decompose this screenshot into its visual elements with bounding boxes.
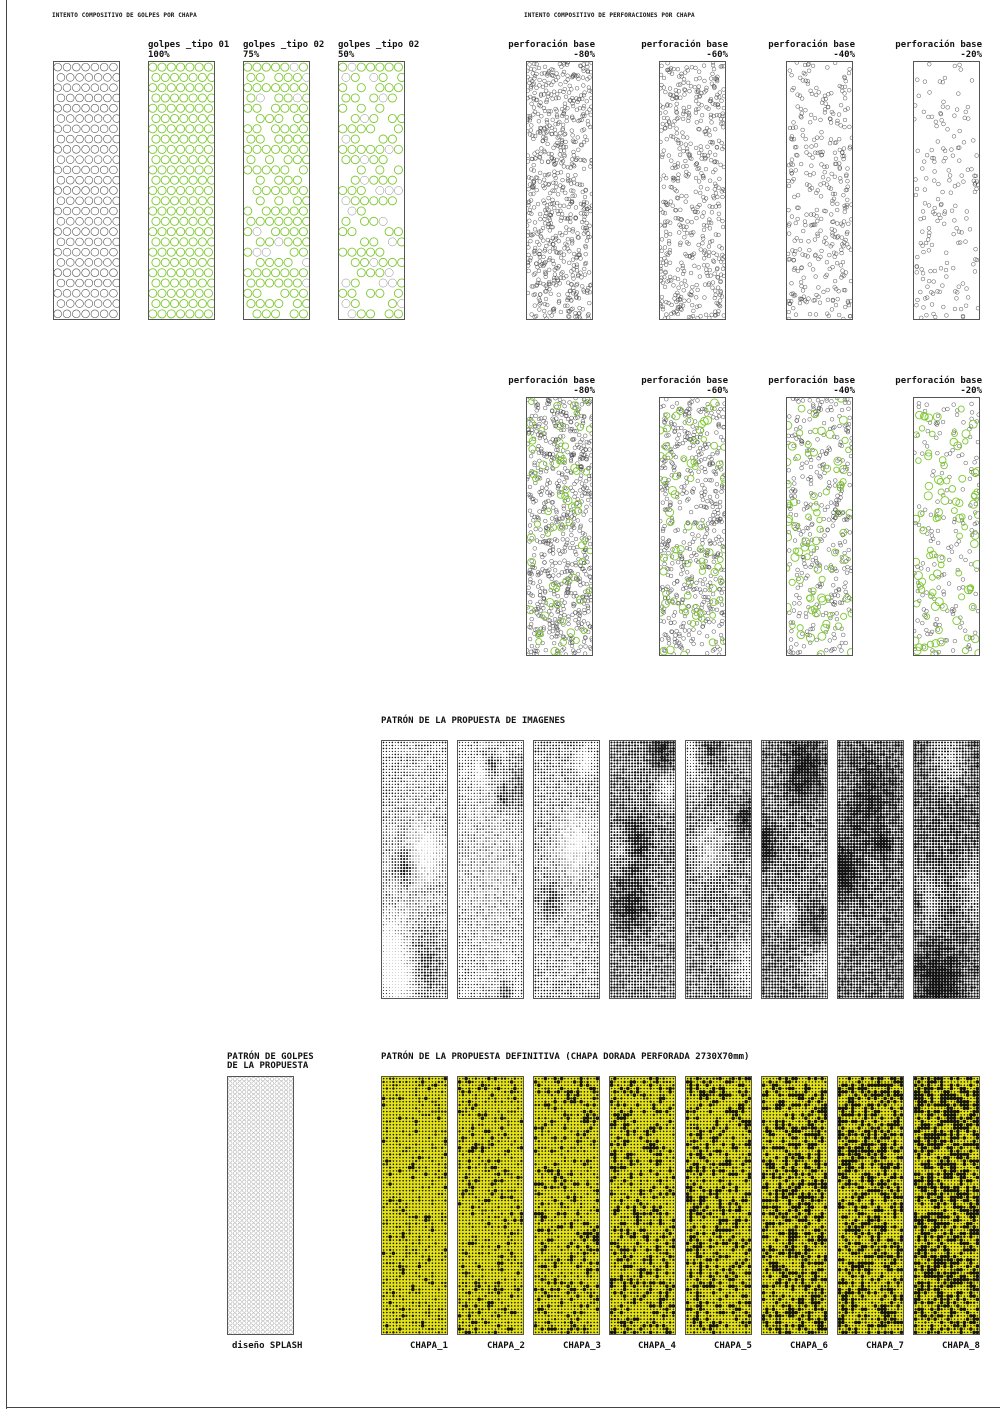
imagen-panel-6 bbox=[761, 740, 828, 999]
perf-panel-3 bbox=[786, 61, 853, 320]
perf-panel-4 bbox=[913, 61, 980, 320]
golpes-label-2: golpes _tipo 02 bbox=[243, 41, 324, 50]
perf-label-3: perforación base bbox=[765, 41, 855, 50]
golpes-section-title: INTENTO COMPOSITIVO DE GOLPES POR CHAPA bbox=[52, 13, 197, 19]
perf-percent-1: -80% bbox=[505, 51, 595, 60]
perforaciones-section-title: INTENTO COMPOSITIVO DE PERFORACIONES POR CHAPA bbox=[524, 13, 695, 19]
chapa-panel-3 bbox=[533, 1076, 600, 1335]
perf-panel-2 bbox=[659, 61, 726, 320]
perfg-percent-3: -40% bbox=[765, 387, 855, 396]
golpes-label-1: golpes _tipo 01 bbox=[148, 41, 229, 50]
perf-panel-1 bbox=[526, 61, 593, 320]
chapa-panel-5 bbox=[685, 1076, 752, 1335]
chapa-label-1: CHAPA_1 bbox=[410, 1342, 448, 1351]
perfg-panel-2 bbox=[659, 397, 726, 656]
imagenes-section-title: PATRÓN DE LA PROPUESTA DE IMAGENES bbox=[381, 717, 565, 726]
golpes-percent-2: 75% bbox=[243, 51, 259, 60]
perf-label-2: perforación base bbox=[638, 41, 728, 50]
perfg-label-2: perforación base bbox=[638, 377, 728, 386]
perfg-label-3: perforación base bbox=[765, 377, 855, 386]
imagen-panel-5 bbox=[685, 740, 752, 999]
perfg-percent-4: -20% bbox=[892, 387, 982, 396]
imagen-panel-2 bbox=[457, 740, 524, 999]
golpes-panel-1 bbox=[148, 61, 215, 320]
chapa-panel-4 bbox=[609, 1076, 676, 1335]
golpes-panel-2 bbox=[243, 61, 310, 320]
perfg-label-1: perforación base bbox=[505, 377, 595, 386]
chapa-label-6: CHAPA_6 bbox=[790, 1342, 828, 1351]
perfg-label-4: perforación base bbox=[892, 377, 982, 386]
perf-label-1: perforación base bbox=[505, 41, 595, 50]
chapa-label-4: CHAPA_4 bbox=[638, 1342, 676, 1351]
perfg-panel-3 bbox=[786, 397, 853, 656]
sheet-border-bottom bbox=[6, 1407, 1000, 1408]
definitiva-section-title: PATRÓN DE LA PROPUESTA DEFINITIVA (CHAPA DORADA PERFORADA 2730X70mm) bbox=[381, 1053, 749, 1062]
splash-label: diseño SPLASH bbox=[232, 1342, 302, 1351]
perf-label-4: perforación base bbox=[892, 41, 982, 50]
chapa-panel-1 bbox=[381, 1076, 448, 1335]
chapa-panel-8 bbox=[913, 1076, 980, 1335]
perf-percent-3: -40% bbox=[765, 51, 855, 60]
chapa-label-7: CHAPA_7 bbox=[866, 1342, 904, 1351]
chapa-panel-2 bbox=[457, 1076, 524, 1335]
chapa-label-5: CHAPA_5 bbox=[714, 1342, 752, 1351]
golpes-percent-3: 50% bbox=[338, 51, 354, 60]
chapa-label-2: CHAPA_2 bbox=[487, 1342, 525, 1351]
chapa-panel-6 bbox=[761, 1076, 828, 1335]
imagen-panel-1 bbox=[381, 740, 448, 999]
golpes-propuesta-title: PATRÓN DE GOLPES DE LA PROPUESTA bbox=[227, 1053, 314, 1072]
perfg-panel-1 bbox=[526, 397, 593, 656]
chapa-label-3: CHAPA_3 bbox=[563, 1342, 601, 1351]
golpes-percent-1: 100% bbox=[148, 51, 170, 60]
splash-panel bbox=[227, 1076, 294, 1335]
perfg-percent-1: -80% bbox=[505, 387, 595, 396]
imagen-panel-7 bbox=[837, 740, 904, 999]
perf-percent-2: -60% bbox=[638, 51, 728, 60]
imagen-panel-3 bbox=[533, 740, 600, 999]
sheet-border-left bbox=[6, 0, 7, 1409]
golpes-panel-base bbox=[53, 61, 120, 320]
golpes-label-3: golpes _tipo 02 bbox=[338, 41, 419, 50]
golpes-panel-3 bbox=[338, 61, 405, 320]
perf-percent-4: -20% bbox=[892, 51, 982, 60]
chapa-panel-7 bbox=[837, 1076, 904, 1335]
chapa-label-8: CHAPA_8 bbox=[942, 1342, 980, 1351]
perfg-percent-2: -60% bbox=[638, 387, 728, 396]
imagen-panel-8 bbox=[913, 740, 980, 999]
imagen-panel-4 bbox=[609, 740, 676, 999]
perfg-panel-4 bbox=[913, 397, 980, 656]
